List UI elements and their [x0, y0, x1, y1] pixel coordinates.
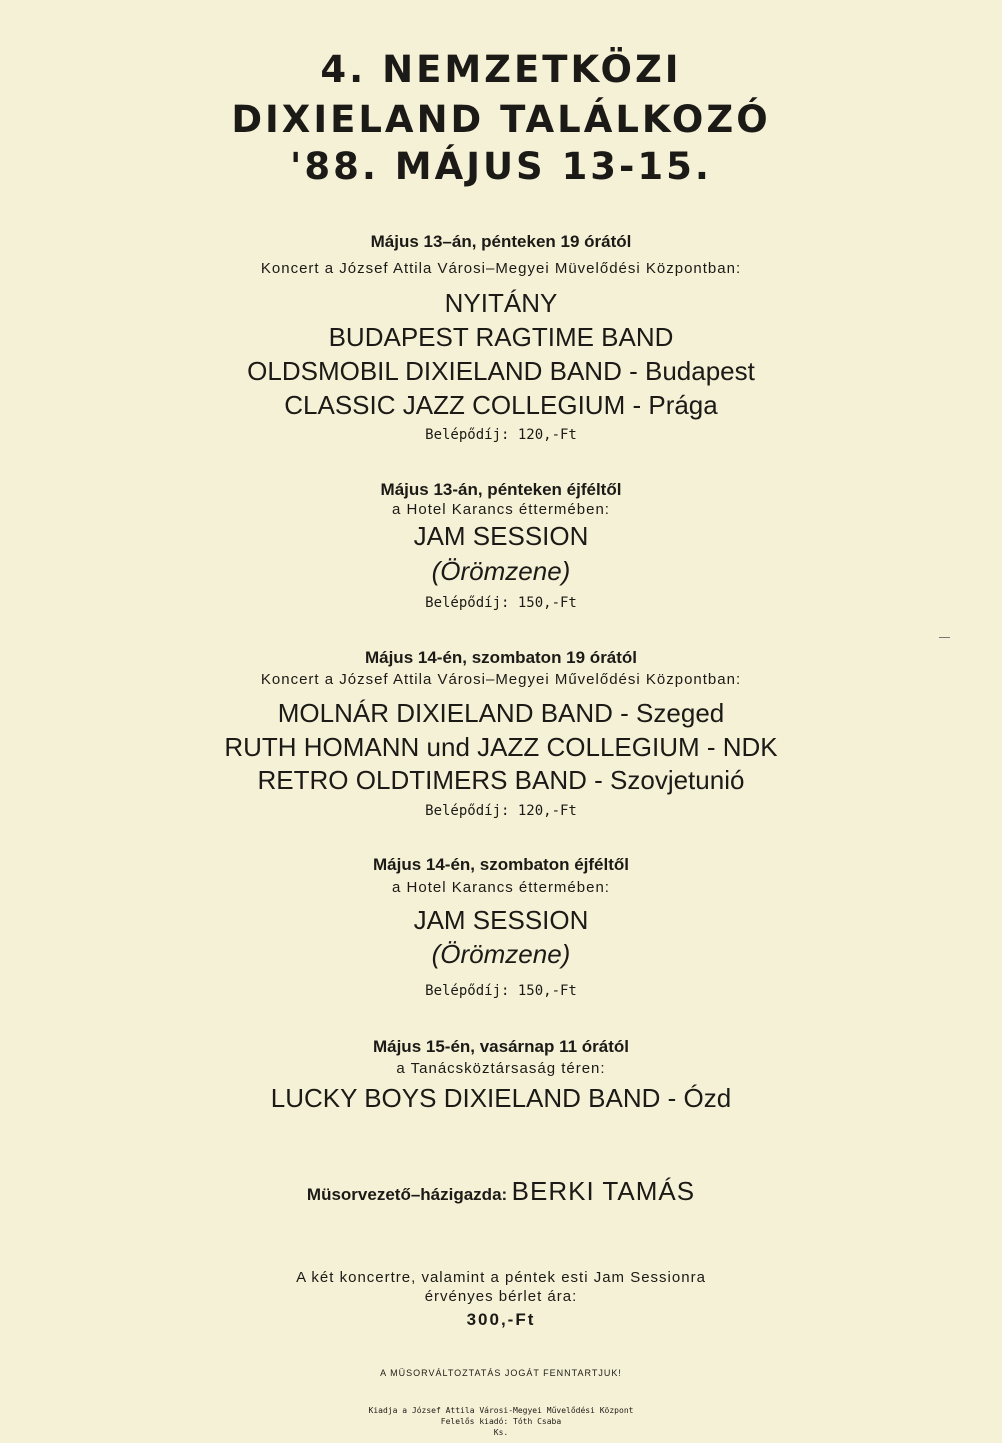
band-name: JAM SESSION [413, 521, 589, 551]
title-line-3: '88. MÁJUS 13-15. [290, 145, 712, 188]
band-city: - Ózd [667, 1083, 732, 1113]
paper-mark [939, 637, 950, 638]
section-3-band-3 [0, 764, 1002, 796]
band-name: RUTH HOMANN und JAZZ COLLEGIUM [224, 732, 700, 762]
host-line [0, 1174, 1002, 1213]
band-city: - Szeged [620, 698, 725, 728]
section-4-heading: Május 14-én, szombaton éjféltől [373, 855, 629, 874]
impressum-line-3: Ks. [493, 1428, 509, 1437]
impressum-line-1: Kiadja a József Attila Városi-Megyei Művelődési Központ [368, 1406, 634, 1415]
band-city: - NDK [706, 732, 778, 762]
band-name: MOLNÁR DIXIELAND BAND [277, 698, 613, 728]
section-5-band-1 [0, 1082, 1002, 1114]
section-5-venue: a Tanácsköztársaság téren: [396, 1060, 606, 1077]
section-1-heading: Május 13–án, pénteken 19 órától [370, 232, 632, 251]
section-3-band-1 [0, 697, 1002, 729]
host-name: BERKI TAMÁS [511, 1176, 696, 1206]
section-1-band-2 [0, 321, 1002, 353]
section-3-venue: Koncert a József Attila Városi–Megyei Művelődési Központban: [260, 671, 742, 688]
section-3-band-2 [0, 731, 1002, 763]
band-city: - Szovjetunió [594, 765, 745, 795]
band-city: - Budapest [629, 356, 755, 386]
section-4-fee: Belépődíj: 150,-Ft [425, 983, 577, 999]
section-2-fee: Belépődíj: 150,-Ft [425, 595, 577, 611]
title-line-1: 4. NEMZETKÖZI [320, 48, 682, 91]
band-name: CLASSIC JAZZ COLLEGIUM [284, 390, 626, 420]
pass-line-2: érvényes bérlet ára: [424, 1288, 578, 1305]
host-label: Müsorvezető–házigazda: [306, 1185, 508, 1204]
section-5-heading: Május 15-én, vasárnap 11 órától [372, 1037, 630, 1056]
pass-line-1: A két koncertre, valamint a péntek esti Jam Sessionra [296, 1269, 706, 1286]
band-name: RETRO OLDTIMERS BAND [257, 765, 587, 795]
band-city: - Prága [632, 390, 718, 420]
title-line-2: DIXIELAND TALÁLKOZÓ [231, 98, 771, 141]
band-name: NYITÁNY [444, 288, 558, 318]
section-2-band-1 [0, 520, 1002, 552]
pass-price: 300,-Ft [466, 1310, 536, 1329]
section-1-band-1 [0, 287, 1002, 319]
section-4-subtitle: (Örömzene) [431, 939, 571, 969]
section-2-heading: Május 13-án, pénteken éjféltől [380, 480, 622, 499]
band-name: BUDAPEST RAGTIME BAND [328, 322, 674, 352]
reserve-note: A MÜSORVÁLTOZTATÁS JOGÁT FENNTARTJUK! [380, 1368, 622, 1378]
section-1-fee: Belépődíj: 120,-Ft [425, 427, 577, 443]
section-1-band-4 [0, 389, 1002, 421]
section-2-venue: a Hotel Karancs éttermében: [392, 501, 610, 518]
band-name: OLDSMOBIL DIXIELAND BAND [247, 356, 622, 386]
section-2-subtitle: (Örömzene) [431, 556, 571, 586]
section-4-band-1 [0, 904, 1002, 936]
section-1-band-3 [0, 355, 1002, 387]
section-3-heading: Május 14-én, szombaton 19 órától [364, 648, 638, 667]
section-3-fee: Belépődíj: 120,-Ft [425, 803, 577, 819]
band-name: JAM SESSION [413, 905, 589, 935]
impressum-line-2: Felelős kiadó: Tóth Csaba [440, 1417, 562, 1426]
section-4-venue: a Hotel Karancs éttermében: [392, 879, 610, 896]
section-1-venue: Koncert a József Attila Városi–Megyei Müvelődési Központban: [260, 260, 742, 277]
band-name: LUCKY BOYS DIXIELAND BAND [270, 1083, 661, 1113]
